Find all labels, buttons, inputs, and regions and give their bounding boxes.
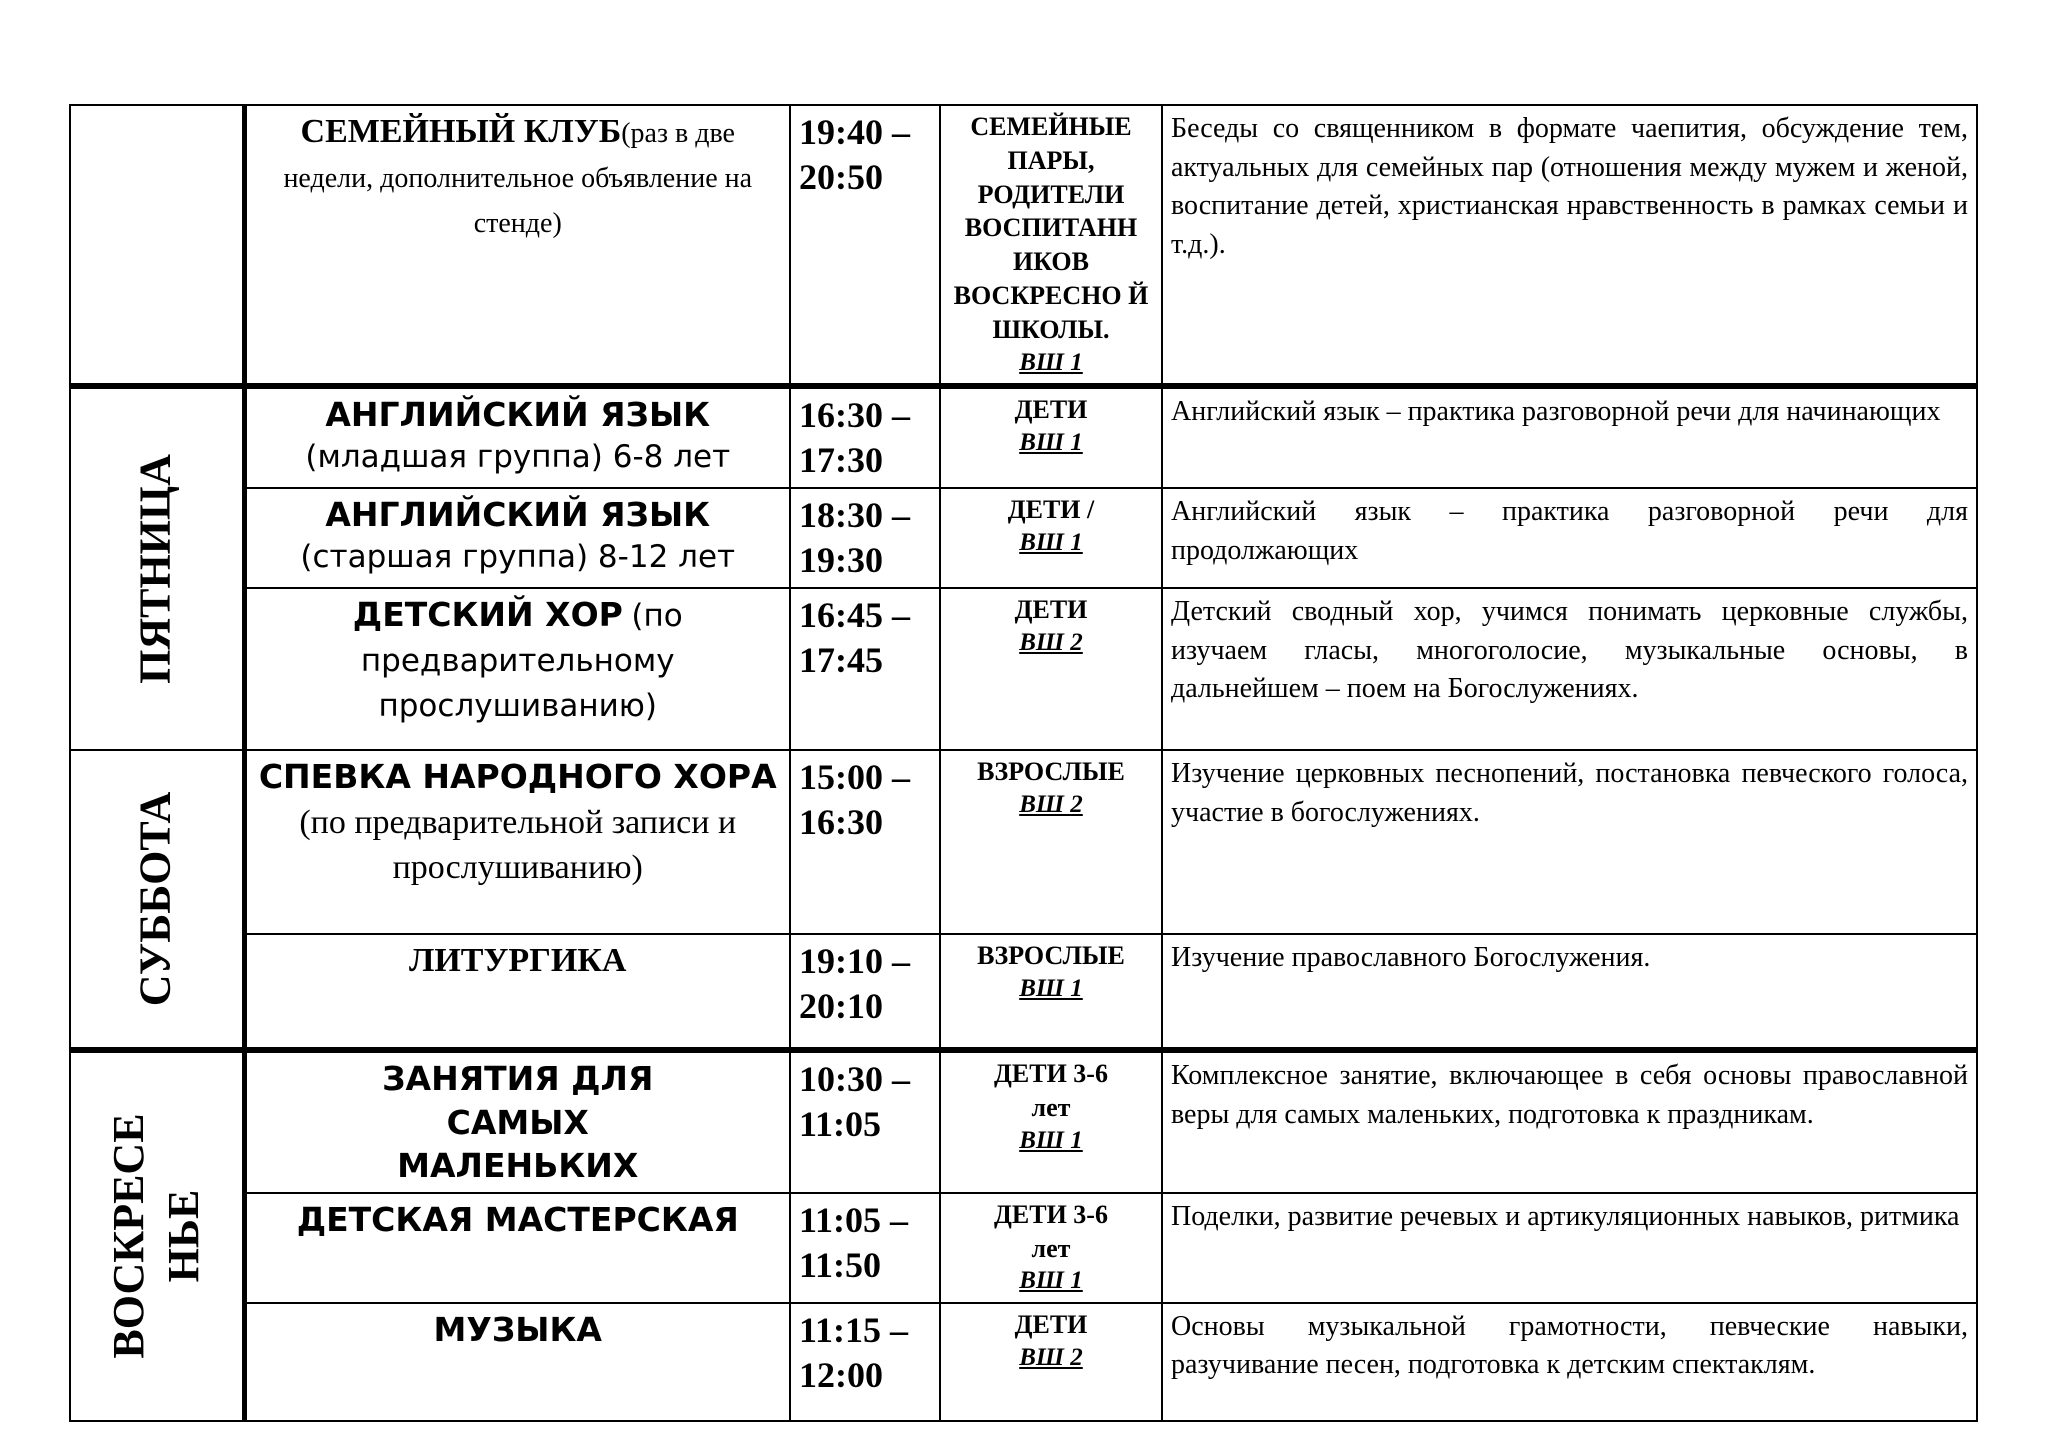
time-end: 17:30 [799, 440, 883, 481]
day-cell-empty [70, 105, 244, 386]
class-title-cell [244, 750, 790, 934]
room: ВШ 1 [1019, 974, 1083, 1002]
class-note: (по предварительному прослушиванию) [360, 598, 683, 724]
audience: ДЕТИ [1014, 595, 1088, 625]
description-cell: Беседы со священником в формате чаепития, обсуждение тем, актуальных для семейных пар (отношения между мужем и женой, воспитание детей, христианская нравственность в рамках семьи и т.д.). [1162, 105, 1977, 386]
table-row [70, 1193, 1977, 1303]
time-start: 10:30 – [799, 1059, 910, 1100]
class-title-cell [244, 588, 790, 750]
audience-cell [940, 1050, 1162, 1193]
audience: СЕМЕЙНЫЕ ПАРЫ, РОДИТЕЛИ ВОСПИТАНН ИКОВ ВОСКРЕСНО Й ШКОЛЫ. [953, 112, 1149, 344]
description-cell: Изучение церковных песнопений, постановка певческого голоса, участие в богослужениях. [1162, 750, 1977, 934]
room: ВШ 2 [1019, 1343, 1083, 1371]
time-end: 20:50 [799, 157, 883, 197]
class-title: ЛИТУРГИКА [409, 942, 627, 980]
day-cell-saturday [70, 750, 244, 1050]
time-start: 19:10 – [799, 941, 910, 982]
class-title: ДЕТСКАЯ МАСТЕРСКАЯ [296, 1199, 739, 1239]
description-cell: Поделки, развитие речевых и артикуляционных навыков, ритмика [1162, 1193, 1977, 1303]
day-cell-sunday [70, 1050, 244, 1421]
class-title-cell [244, 105, 790, 386]
day-cell-friday [70, 386, 244, 750]
schedule-table [69, 104, 1978, 1422]
time-cell [790, 105, 940, 386]
audience: ДЕТИ [1014, 395, 1088, 425]
description-cell: Основы музыкальной грамотности, певческие навыки, разучивание песен, подготовка к детским спектаклям. [1162, 1303, 1977, 1421]
room: ВШ 2 [1019, 790, 1083, 818]
time-cell [790, 750, 940, 934]
day-label: ПЯТНИЦА [130, 454, 180, 684]
class-title-cell [244, 1050, 790, 1193]
day-label: ВОСКРЕСЕ НЬЕ [104, 1113, 209, 1360]
time-start: 15:00 – [799, 757, 910, 798]
room: ВШ 1 [1019, 1267, 1083, 1295]
class-title: ЗАНЯТИЯ ДЛЯ САМЫХ МАЛЕНЬКИХ [382, 1059, 654, 1186]
description-cell: Комплексное занятие, включающее в себя основы православной веры для самых маленьких, подготовка к праздникам. [1162, 1050, 1977, 1193]
table-row [70, 1303, 1977, 1421]
class-title: АНГЛИЙСКИЙ ЯЗЫК [325, 495, 711, 535]
audience-cell [940, 386, 1162, 488]
room: ВШ 1 [1019, 1126, 1083, 1154]
time-cell [790, 588, 940, 750]
time-start: 18:30 – [799, 495, 910, 536]
description-cell: Детский сводный хор, учимся понимать церковные службы, изучаем гласы, многоголосие, музыкальные основы, в дальнейшем – поем на Богослужениях. [1162, 588, 1977, 750]
class-title-cell [244, 488, 790, 588]
audience-cell [940, 488, 1162, 588]
table-row [70, 750, 1977, 934]
class-title-cell [244, 934, 790, 1050]
table-row [70, 105, 1977, 386]
class-note: (старшая группа) 8-12 лет [300, 538, 736, 575]
time-start: 19:40 – [799, 112, 910, 152]
class-title: СПЕВКА НАРОДНОГО ХОРА [258, 757, 777, 797]
audience-cell [940, 934, 1162, 1050]
audience-cell [940, 750, 1162, 934]
table-row [70, 488, 1977, 588]
description-cell: Изучение православного Богослужения. [1162, 934, 1977, 1050]
audience: ДЕТИ 3-6 лет [994, 1199, 1108, 1263]
time-cell [790, 934, 940, 1050]
room: ВШ 1 [1019, 528, 1083, 556]
time-cell [790, 1303, 940, 1421]
time-start: 11:05 – [799, 1199, 909, 1240]
description-cell: Английский язык – практика разговорной речи для продолжающих [1162, 488, 1977, 588]
time-end: 16:30 [799, 802, 883, 843]
class-title-cell [244, 1303, 790, 1421]
time-cell [790, 488, 940, 588]
audience: ВЗРОСЛЫЕ [977, 757, 1125, 787]
table-row [70, 934, 1977, 1050]
time-start: 16:45 – [799, 595, 910, 636]
audience: ДЕТИ 3-6 лет [994, 1059, 1108, 1122]
time-end: 11:05 [799, 1104, 882, 1145]
time-end: 17:45 [799, 640, 883, 681]
class-note: (младшая группа) 6-8 лет [305, 438, 731, 475]
audience-cell [940, 588, 1162, 750]
class-note: (раз в две недели, дополнительное объявление на стенде) [283, 118, 753, 239]
audience: ДЕТИ / [1007, 495, 1095, 525]
time-start: 16:30 – [799, 395, 910, 436]
audience: ВЗРОСЛЫЕ [977, 941, 1125, 971]
audience-cell [940, 105, 1162, 386]
table-row [70, 386, 1977, 488]
time-cell [790, 1193, 940, 1303]
class-title: МУЗЫКА [433, 1309, 602, 1349]
class-title: АНГЛИЙСКИЙ ЯЗЫК [325, 395, 711, 435]
room: ВШ 1 [1019, 348, 1083, 376]
class-note: (по предварительной записи и прослушиванию) [299, 803, 737, 886]
class-title-cell [244, 386, 790, 488]
class-title-cell [244, 1193, 790, 1303]
audience: ДЕТИ [1014, 1309, 1088, 1339]
time-cell [790, 1050, 940, 1193]
audience-cell [940, 1193, 1162, 1303]
room: ВШ 2 [1019, 628, 1083, 656]
table-row [70, 1050, 1977, 1193]
description-cell: Английский язык – практика разговорной речи для начинающих [1162, 386, 1977, 488]
room: ВШ 1 [1019, 428, 1083, 456]
time-start: 11:15 – [799, 1309, 909, 1350]
time-end: 11:50 [799, 1244, 882, 1285]
time-end: 20:10 [799, 986, 883, 1027]
time-end: 12:00 [799, 1354, 883, 1395]
audience-cell [940, 1303, 1162, 1421]
time-end: 19:30 [799, 540, 883, 581]
class-title: СЕМЕЙНЫЙ КЛУБ [300, 113, 622, 150]
time-cell [790, 386, 940, 488]
day-label: СУББОТА [130, 791, 180, 1007]
table-row [70, 588, 1977, 750]
class-title: ДЕТСКИЙ ХОР [352, 595, 623, 635]
